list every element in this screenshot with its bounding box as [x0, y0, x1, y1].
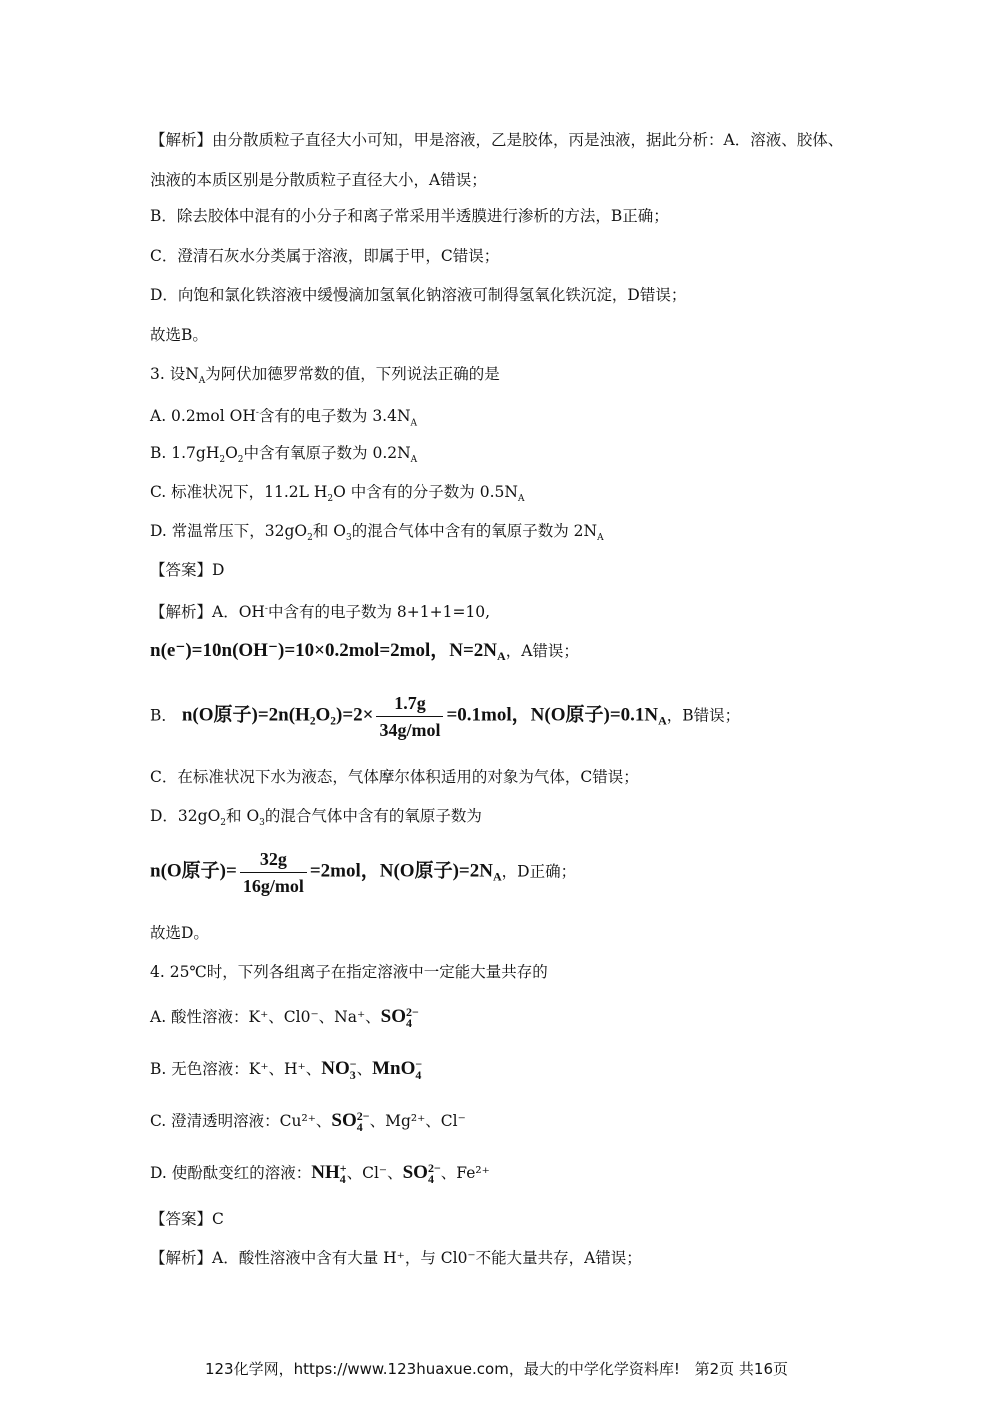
option-c: C. 标准状况下，11.2L $H_2O$ 中含有的分子数为 $0.5N_A$: [150, 483, 525, 505]
fraction: $\frac{1.7g}{\text{34g/mol}}$: [376, 692, 443, 741]
option-a: A. 0.2mol OH-含有的电子数为 $3.4N_A$: [150, 407, 418, 429]
explanation-line: 【解析】A．酸性溶液中含有大量 H⁺，与 Cl0⁻不能大量共存，A错误；: [150, 1249, 642, 1267]
text-line: 故选B。: [150, 326, 208, 344]
option-b: B. $1.7gH_2O_2$中含有氧原子数为 $0.2N_A$: [150, 444, 418, 466]
answer-label: 【答案】C: [150, 1210, 224, 1228]
formula-line-3: n(O原子)= $\frac{32g}{\text{16g/mol}}$ =2mol，N(O原子)$=2N_A$，D正确；: [150, 849, 577, 896]
page-footer: [0, 1358, 993, 1379]
option-b: B. 无色溶液：K⁺、H⁺、NO − 3 、MnO − 4: [150, 1057, 423, 1082]
text-line: D．向饱和氯化铁溶液中缓慢滴加氢氧化钠溶液可制得氢氧化铁沉淀，D错误；: [150, 286, 687, 304]
formula-line-1: n(e⁻)=10n(OH⁻)=10×0.2mol=2mol，$N=2N_A$，A错误；: [150, 640, 579, 664]
footer-page-number: 第2页 共16页: [694, 1360, 789, 1378]
formula-line-2: B． n(O原子)=2n(H₂O₂)=2× $\frac{1.7g}{\text{34g/mol}}$ =0.1mol，N(O原子)$=0.1N_A$，B错误；: [150, 693, 741, 740]
explanation-paragraph: 【解析】由分散质粒子直径大小可知，甲是溶液，乙是胶体，丙是浊液，据此分析：A．溶液、胶体、浊液的本质区别是分散质粒子直径大小，A错误；: [150, 131, 844, 189]
footer-site-text: 123化学网，https://www.123huaxue.com，最大的中学化学资料库!: [204, 1360, 680, 1378]
option-d: D. 常温常压下，$32gO_2$和 $O_3$的混合气体中含有的氧原子数为 $2N_A$: [150, 522, 604, 544]
explanation-line: 【解析】A．OH-中含有的电子数为 8+1+1=10,: [150, 603, 491, 622]
option-a: A. 酸性溶液：K⁺、Cl0⁻、Na⁺、SO 2− 4: [150, 1005, 419, 1030]
question-4: 4. 25℃时，下列各组离子在指定溶液中一定能大量共存的: [150, 963, 548, 981]
text-line: B．除去胶体中混有的小分子和离子常采用半透膜进行渗析的方法，B正确；: [150, 207, 669, 225]
option-c: C. 澄清透明溶液：Cu²⁺、SO 2− 4 、Mg²⁺、Cl⁻: [150, 1109, 466, 1134]
answer-label: 【答案】D: [150, 561, 225, 579]
text-line: 故选D。: [150, 924, 209, 942]
text-line: C．澄清石灰水分类属于溶液，即属于甲，C错误；: [150, 247, 500, 265]
text-line: D．$32gO_2$和 $O_3$的混合气体中含有的氧原子数为: [150, 807, 482, 829]
fraction: $\frac{32g}{\text{16g/mol}}$: [240, 848, 307, 897]
question-3: 3. 设$N_A$为阿伏加德罗常数的值，下列说法正确的是: [150, 365, 500, 387]
option-d: D. 使酚酞变红的溶液：NH + 4 、Cl⁻、SO 2− 4 、Fe²⁺: [150, 1161, 490, 1186]
text-line: C．在标准状况下水为液态，气体摩尔体积适用的对象为气体，C错误；: [150, 768, 639, 786]
